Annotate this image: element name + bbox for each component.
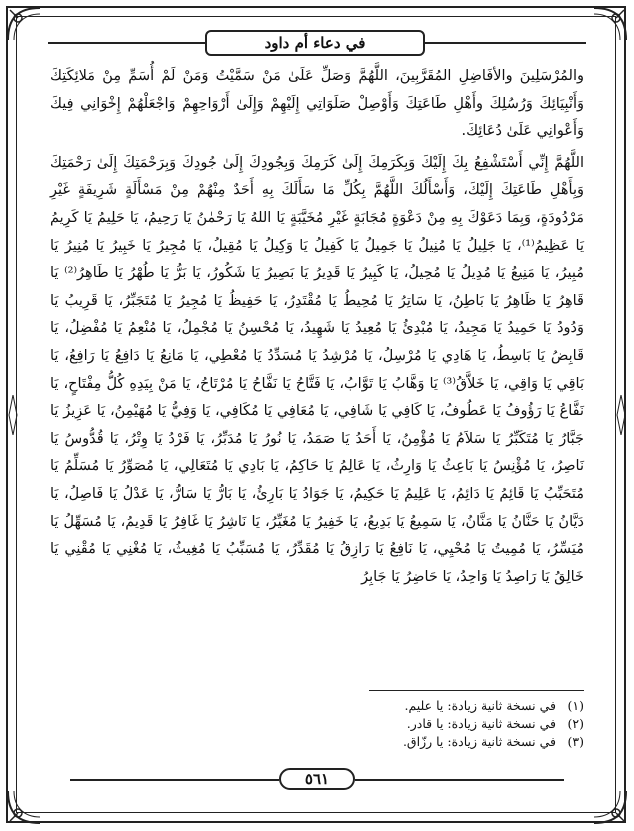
corner-ornament-icon [4, 4, 44, 44]
main-text [50, 63, 584, 591]
footnote-number: (٢) [567, 716, 584, 731]
footnote-text: في نسخة ثانية زيادة: يا رزّاق. [402, 734, 556, 749]
side-ornament-icon [8, 395, 18, 435]
page-number: ٥٦١ [279, 768, 355, 790]
corner-ornament-icon [590, 4, 630, 44]
footnote-number: (٣) [567, 734, 584, 749]
page-title: في دعاء أم داود [264, 34, 366, 52]
header-rule [48, 42, 205, 44]
paragraph: والمُرْسَلِينَ والأفَاضِلِ المُقَرَّبِينَ، اللَّهُمَّ وَصَلِّ عَلَىٰ مَنْ سَمَّيْتُ وَمَنْ لَمْ أُسَمِّ مِنْ مَلائِكَتِكَ وَأَنْبِيَائِكَ وَرُسُلِكَ وأَهْلِ طَاعَتِكَ وَأَوْصِلْ صَلَوَاتِي إِلَيْهِمْ وَإِلَىٰ أَرْوَاحِهِمْ وَاجْعَلْهُمْ إِخْوَانِي فِيكَ وَأَعْوانِي عَلَىٰ دُعَائِكَ. [50, 68, 584, 140]
side-ornament-icon [616, 395, 626, 435]
running-header [205, 30, 425, 56]
footer-rule [355, 779, 564, 781]
footnote [300, 733, 584, 751]
footnote-number: (١) [567, 698, 584, 713]
footnote [300, 715, 584, 733]
footnote-text: في نسخة ثانية زيادة: يا قادر. [406, 716, 556, 731]
header-rule [425, 42, 586, 44]
corner-ornament-icon [590, 787, 630, 827]
corner-ornament-icon [4, 787, 44, 827]
paragraph: اللَّهُمَّ إِنِّي أَسْتَشْفِعُ بِكَ إِلَيْكَ وَبِكَرَمِكَ إِلَىٰ كَرَمِكَ وَبِجُودِكَ إِلَىٰ جُودِكَ وَبِرَحْمَتِكَ إِلَىٰ رَحْمَتِكَ وَبِأَهْلِ طَاعَتِكَ إِلَيْكَ، وَأَسْأَلُكَ اللَّهُمَّ بِكُلِّ مَا سَأَلَكَ بِهِ أَحَدٌ مِنْهُمْ مِنْ مَسْأَلَةٍ شَرِيفَةٍ غَيْرِ مَرْدُودَةٍ، وَبِمَا دَعَوْكَ بِهِ مِنْ دَعْوَةٍ مُجَابَةٍ غَيْرِ مُخَيَّبَةٍ يَا اللهُ يَا رَحْمٰنُ يَا رَحِيمُ، يَا حَلِيمُ يَا كَرِيمُ يَا عَظِيمُ⁽¹⁾، يَا جَلِيلُ يَا مُنِيلُ يَا جَمِيلُ يَا كَفِيلُ يَا وَكِيلُ يَا مُقِيلُ، يَا مُجِيرُ يَا خَبِيرُ يَا مُنِيرُ يَا مُبِيرُ، يَا مَنِيعُ يَا مُدِيلُ يَا مُحِيلُ، يَا كَبِيرُ يَا قَدِيرُ يَا بَصِيرُ يَا شَكُورُ، يَا بَرُّ يَا طُهْرُ يَا طَاهِرُ⁽²⁾ يَا قَاهِرُ يَا ظَاهِرُ يَا بَاطِنُ، يَا سَاتِرُ يَا مُحِيطُ يَا مُقْتَدِرُ، يَا حَفِيظُ يَا مُجِيرُ يَا مُتَجَبِّرُ، يَا قَرِيبُ يَا وَدُودُ يَا حَمِيدُ يَا مَجِيدُ، يَا مُبْدِئُ يَا مُعِيدُ يَا شَهِيدُ، يَا مُحْسِنُ يَا مُجْمِلُ، يَا مُنْعِمُ يَا مُفْضِلُ، يَا قَابِضُ يَا بَاسِطُ، يَا هَادِي يَا مُرْسِلُ، يَا مُرْشِدُ يَا مُسَدِّدُ يَا مُعْطِي، يَا مَانِعُ يَا دَافِعُ يَا رَافِعُ، يَا بَاقِي يَا وَاقِي، يَا خَلاَّقُ⁽³⁾ يَا وَهَّابُ يَا تَوَّابُ، يَا فَتَّاحُ يَا نَفَّاحُ يَا مُرْتَاحُ، يَا مَنْ بِيَدِهِ كُلُّ مِفْتَاحٍ، يَا نَفَّاعُ يَا رَؤُوفُ يَا عَطُوفُ، يَا كَافِي يَا شَافِي، يَا مُعَافِي يَا مُكَافِي، يَا وَفِيُّ يَا مُهَيْمِنُ، يَا عَزِيزُ يَا جَبَّارُ يَا مُتَكَبِّرُ يَا سَلاَمُ يَا مُؤْمِنُ، يَا أَحَدُ يَا صَمَدُ، يَا نُورُ يَا مُدَبِّرُ، يَا فَرْدُ يَا وِتْرُ، يَا قُدُّوسُ يَا نَاصِرُ، يَا مُؤْنِسُ يَا بَاعِثُ يَا وَارِثُ، يَا عَالِمُ يَا حَاكِمُ، يَا بَادِي يَا مُتَعَالِي، يَا مُصَوِّرُ يَا مُسَلِّمُ يَا مُتَحَبِّبُ يَا قَائِمُ يَا دَائِمُ، يَا عَلِيمُ يَا حَكِيمُ، يَا جَوَادُ يَا بَارِئُ، يَا بَارُّ يَا سَارُّ، يَا عَدْلُ يَا فَاصِلُ، يَا دَيَّانُ يَا حَنَّانُ يَا مَنَّانُ، يَا سَمِيعُ يَا بَدِيعُ، يَا خَفِيرُ يَا مُغَيِّرُ، يَا نَاشِرُ يَا غَافِرُ يَا قَدِيمُ، يَا مُسَهِّلُ يَا مُيَسِّرُ، يَا مُمِيتُ يَا مُحْيِي، يَا نَافِعُ يَا رَازِقُ يَا مُقَدِّرُ، يَا مُسَبِّبُ يَا مُغِيثُ، يَا مُغْنِي يَا مُقْنِي يَا خَالِقُ يَا رَاصِدُ يَا وَاحِدُ، يَا حَاضِرُ يَا جَابِرُ [50, 154, 585, 585]
footnote-text: في نسخة ثانية زيادة: يا عليم. [404, 698, 556, 713]
footnotes [300, 697, 584, 751]
footnote-separator [369, 690, 584, 691]
footnote [300, 697, 584, 715]
footer-rule [70, 779, 279, 781]
